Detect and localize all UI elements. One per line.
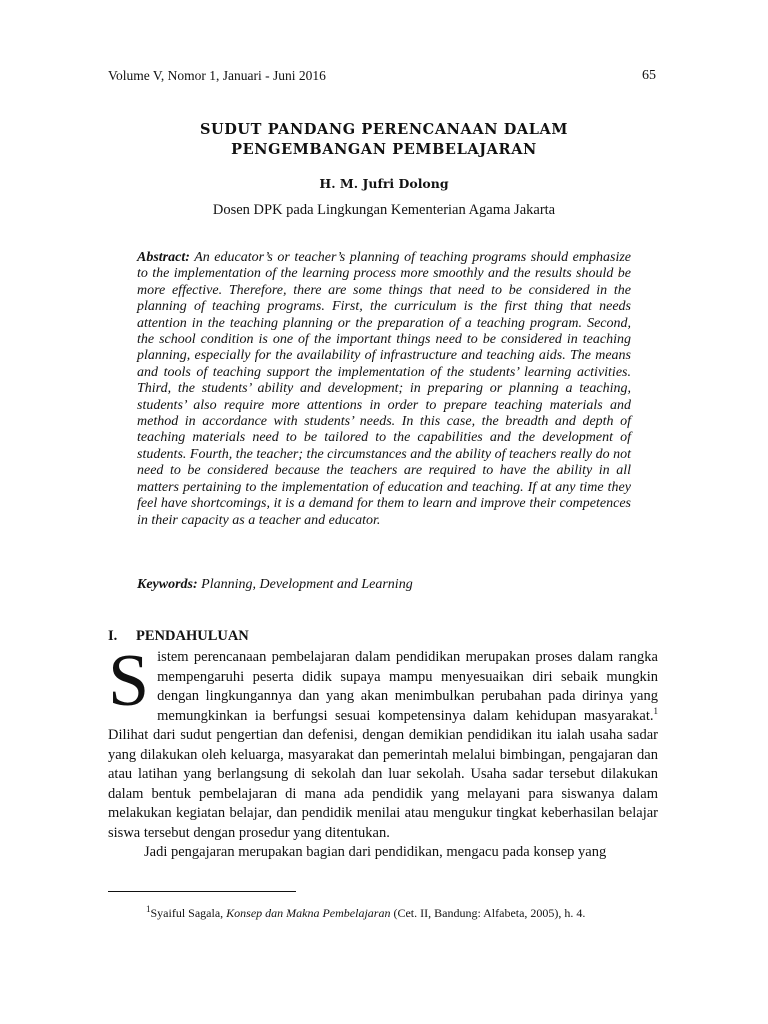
body-text (108, 640, 658, 863)
paragraph-1 (108, 640, 658, 843)
abstract-label: Abstract: (137, 250, 190, 265)
footnote-divider (108, 891, 296, 892)
keywords-label: Keywords: (137, 577, 198, 592)
footnote-title: Konsep dan Makna Pembelajaran (226, 906, 391, 920)
keywords (137, 577, 631, 593)
title-line-2: PENGEMBANGAN PEMBELAJARAN (231, 141, 537, 158)
title-line-1: SUDUT PANDANG PERENCANAAN DALAM (199, 121, 569, 138)
paragraph-1-text-a: istem perencanaan pembelajaran dalam pendidikan merupakan proses dalam rangka mempengaruhi peserta didik supaya mampu menyesuaikan diri sebaik mungkin dengan lingkungannya dan yang akan menimbulkan perubahan pada dirinya yang memungkinkan ia berfungsi sesuai kompetensinya dalam kehidupan masyarakat. (157, 649, 658, 724)
footnote-reference[interactable]: 1 (653, 705, 658, 716)
journal-header: Volume V, Nomor 1, Januari - Juni 2016 (108, 68, 326, 83)
abstract (137, 250, 631, 529)
section-title: PENDAHULUAN (136, 628, 249, 644)
footnote-author: Syaiful Sagala, (150, 906, 227, 920)
article-title (108, 120, 660, 160)
footnote (146, 906, 585, 921)
footnote-rest: (Cet. II, Bandung: Alfabeta, 2005), h. 4. (390, 906, 586, 920)
author-name: H. M. Jufri Dolong (319, 176, 449, 191)
footnote-marker: 1 (146, 904, 151, 914)
section-number: I. (108, 628, 118, 644)
keywords-text: Planning, Development and Learning (201, 577, 413, 592)
author-affiliation: Dosen DPK pada Lingkungan Kementerian Agama Jakarta (212, 202, 556, 218)
page-number: 65 (642, 68, 656, 83)
paragraph-2: Jadi pengajaran merupakan bagian dari pendidikan, mengacu pada konsep yang (144, 844, 607, 860)
drop-cap: S (108, 640, 150, 722)
abstract-text: An educator’s or teacher’s planning of teaching programs should emphasize to the implementation of the learning process more smoothly and the results should be more effective. Therefore, there are some things that need to be considered in the planning of teaching programs. First, the curriculum is the first thing that needs attention in the teaching planning or the preparation of a teaching program. Second, the school condition is one of the important things need to be considered in teaching planning, especially for the availability of infrastructure and teaching aids. The means and tools of teaching support the implementation of the students’ learning activities. Third, the students’ ability and development; in preparing or planning a teaching, students’ also require more attentions in order to prepare teaching materials and method in accordance with students’ needs. In this case, the breadth and depth of teaching materials need to be tailored to the capabilities and the development of students. Fourth, the teacher; the circumstances and the ability of teachers really do not need to be considered because the teachers are required to have the ability in all matters pertaining to the implementation of education and teaching. If at any time they feel have shortcomings, it is a demand for them to learn and improve their competences in their capacity as a teacher and educator. (137, 250, 631, 528)
paragraph-1-text-b: Dilihat dari sudut pengertian dan defenisi, dengan demikian pendidikan itu ialah usaha sadar yang dilakukan oleh keluarga, masyarakat dan pemerintah melalui bimbingan, pengajaran dan atau latihan yang berlangsung di sekolah dan luar sekolah. Usaha sadar tersebut dilakukan dalam bentuk pembelajaran di mana ada pendidik yang melayani para siswanya dalam melakukan kegiatan belajar, dan pendidik menilai atau mengukur tingkat keberhasilan belajar siswa tersebut dengan prosedur yang ditentukan. (108, 727, 658, 841)
